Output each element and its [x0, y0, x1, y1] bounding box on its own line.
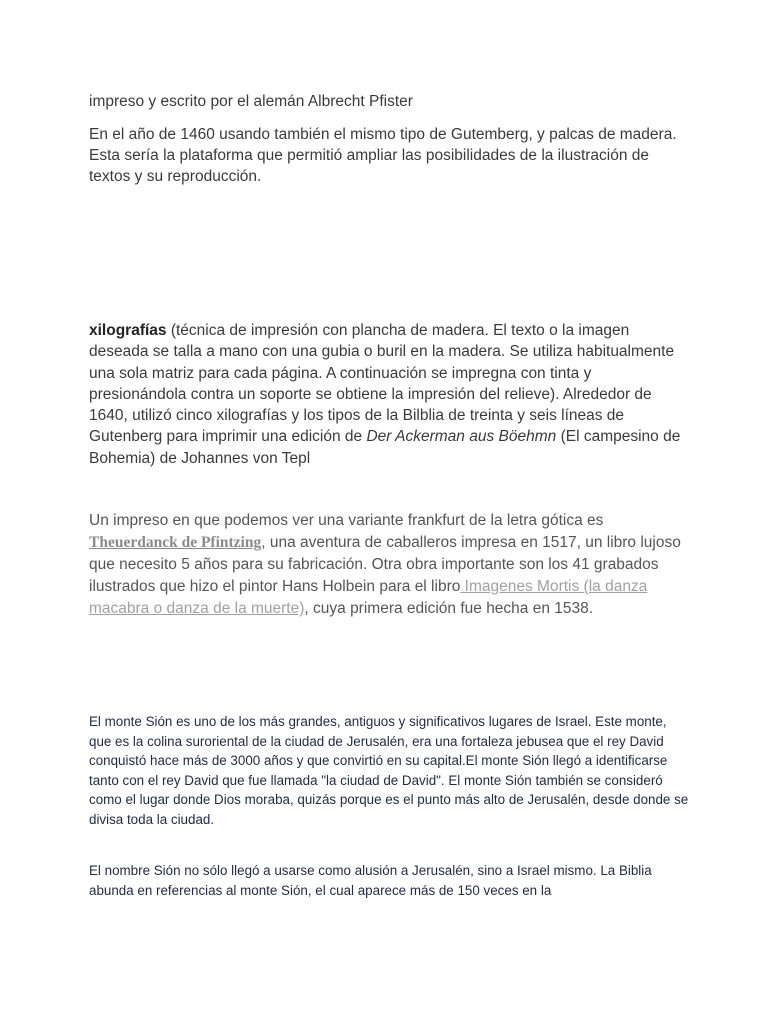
frankfurt-text-a: Un impreso en que podemos ver una variante frankfurt de la letra gótica es — [89, 512, 604, 529]
xilografias-text-a: (técnica de impresión con plancha de madera. El texto o la imagen deseada se talla a mano con una gubia o buril en la madera. Se utiliza habitualmente una sola matriz para cada página. A continuación se impregna con tinta y presionándola contra un soporte se obtiene la impresión del relieve). Alrededor de 1640, utilizó cinco xilografías y los tipos de la Bilblia de treinta y seis líneas de Gutenberg para imprimir una edición de — [89, 322, 675, 446]
paragraph-frankfurt — [89, 510, 689, 620]
term-xilografias: xilografías — [89, 322, 167, 339]
book-title-ackerman: Der Ackerman aus Böehmn — [366, 428, 557, 446]
xilografias-text-b: (El campesino de Bohemia) de Johannes von Tepl — [89, 428, 681, 467]
link-imagenes-mortis[interactable]: Imagenes Mortis (la danza macabra o danza de la muerte) — [89, 578, 648, 617]
paragraph-pfister: impreso y escrito por el alemán Albrecht Pfister — [89, 93, 413, 110]
paragraph-nombre-sion: El nombre Sión no sólo llegó a usarse como alusión a Jerusalén, sino a Israel mismo. La Biblia abunda en referencias al monte Sión, el cual aparece más de 150 veces en la — [89, 863, 652, 898]
frankfurt-text-c: , cuya primera edición fue hecha en 1538. — [304, 600, 594, 617]
paragraph-gutemberg: En el año de 1460 usando también el mismo tipo de Gutemberg, y palcas de madera. Esta sería la plataforma que permitió ampliar las posibilidades de la ilustración de textos y su reproducción. — [89, 126, 677, 185]
frankfurt-text-b: , una aventura de caballeros impresa en 1517, un libro lujoso que necesito 5 años para su fabricación. Otra obra importante son los 41 grabados ilustrados que hizo el pintor Hans Holbein para el libro — [89, 534, 681, 595]
paragraph-monte-sion: El monte Sión es uno de los más grandes, antiguos y significativos lugares de Israel. Este monte, que es la colina suroriental de la ciudad de Jerusalén, era una fortaleza jebusea que el rey David conquistó hace más de 3000 años y que convirtió en su capital.El monte Sión llegó a identificarse tanto con el rey David que fue llamada "la ciudad de David". El monte Sión también se consideró como el lugar donde Dios moraba, quizás porque es el punto más alto de Jerusalén, desde donde se divisa toda la ciudad. — [89, 714, 689, 827]
link-theuerdanck[interactable]: Theuerdanck de Pfintzing — [89, 534, 262, 551]
paragraph-xilografias — [89, 320, 689, 469]
